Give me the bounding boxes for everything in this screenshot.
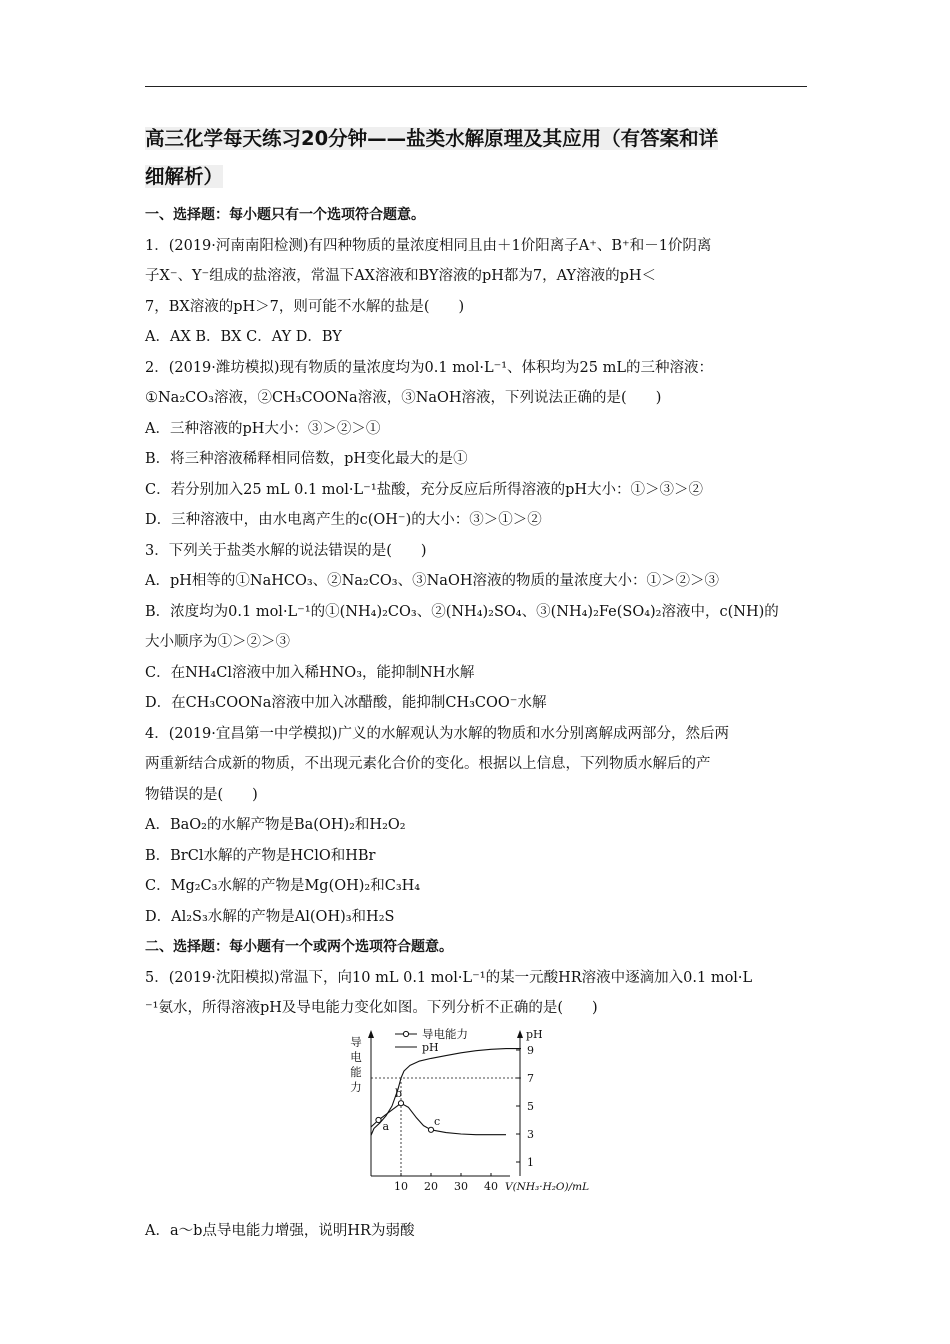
answer-option: C．Mg₂C₃水解的产物是Mg(OH)₂和C₃H₄ bbox=[145, 878, 421, 894]
right-axis-arrow bbox=[517, 1030, 523, 1038]
y-right-tick-label: 5 bbox=[527, 1099, 534, 1113]
title-line-2: 细解析） bbox=[145, 165, 224, 188]
left-axis-label-char: 力 bbox=[350, 1079, 362, 1094]
y-right-tick-label: 9 bbox=[527, 1043, 534, 1057]
x-tick-label: 10 bbox=[394, 1179, 408, 1193]
question-line: 子X⁻、Y⁻组成的盐溶液，常温下AX溶液和BY溶液的pH都为7，AY溶液的pH＜ bbox=[145, 268, 657, 284]
y-right-tick-label: 7 bbox=[527, 1071, 534, 1085]
question-line: 2．(2019·潍坊模拟)现有物质的量浓度均为0.1 mol·L⁻¹、体积均为25 mL的三种溶液： bbox=[145, 359, 713, 376]
left-axis-label-char: 能 bbox=[350, 1064, 362, 1079]
point-marker-b bbox=[398, 1100, 403, 1105]
answer-option: D．三种溶液中，由水电离产生的c(OH⁻)的大小：③＞①＞② bbox=[145, 512, 542, 528]
x-axis-label: V(NH₃·H₂O)/mL bbox=[505, 1180, 590, 1193]
section-heading-1: 一、选择题：每小题只有一个选项符合题意。 bbox=[145, 207, 425, 223]
titration-chart bbox=[345, 1026, 615, 1212]
question-line: 7，BX溶液的pH＞7，则可能不水解的盐是( ) bbox=[145, 298, 465, 315]
y-right-tick-label: 1 bbox=[527, 1155, 534, 1169]
answer-option: B．将三种溶液稀释相同倍数，pH变化最大的是① bbox=[145, 451, 468, 467]
answer-option: A．三种溶液的pH大小：③＞②＞① bbox=[145, 420, 381, 437]
header-rule bbox=[145, 86, 807, 87]
answer-option: A．a～b点导电能力增强，说明HR为弱酸 bbox=[145, 1222, 415, 1239]
left-axis-arrow bbox=[368, 1030, 374, 1038]
question-line: ①Na₂CO₃溶液，②CH₃COONa溶液，③NaOH溶液，下列说法正确的是( ) bbox=[145, 390, 662, 406]
point-marker-a bbox=[376, 1117, 381, 1122]
x-tick-label: 40 bbox=[484, 1179, 498, 1193]
document-title bbox=[145, 120, 807, 196]
point-label-a: a bbox=[382, 1119, 390, 1133]
legend-ph-label: pH bbox=[422, 1040, 439, 1054]
answer-option: A．BaO₂的水解产物是Ba(OH)₂和H₂O₂ bbox=[145, 817, 406, 833]
answer-option: D．在CH₃COONa溶液中加入冰醋酸，能抑制CH₃COO⁻水解 bbox=[145, 695, 547, 711]
legend-conductivity-label: 导电能力 bbox=[422, 1026, 468, 1041]
titration-chart-figure bbox=[145, 1026, 807, 1212]
left-axis-label-char: 导 bbox=[350, 1034, 362, 1049]
question-line: 两重新结合成新的物质，不出现元素化合价的变化。根据以上信息，下列物质水解后的产 bbox=[145, 756, 711, 772]
ph-series-line bbox=[371, 1048, 521, 1135]
answer-option: B．BrCl水解的产物是HClO和HBr bbox=[145, 847, 376, 864]
question-1 bbox=[145, 231, 807, 353]
question-line: 1．(2019·河南南阳检测)有四种物质的量浓度相同且由＋1价阳离子A⁺、B⁺和－1价阴离 bbox=[145, 237, 712, 254]
section-heading-2: 二、选择题：每小题有一个或两个选项符合题意。 bbox=[145, 939, 453, 955]
point-label-c: c bbox=[434, 1114, 441, 1128]
question-2 bbox=[145, 353, 807, 536]
answer-option: A．pH相等的①NaHCO₃、②Na₂CO₃、③NaOH溶液的物质的量浓度大小：①＞②＞③ bbox=[145, 573, 719, 589]
answer-option: D．Al₂S₃水解的产物是Al(OH)₃和H₂S bbox=[145, 908, 395, 925]
answer-option: C．在NH₄Cl溶液中加入稀HNO₃，能抑制NH水解 bbox=[145, 664, 475, 681]
question-5 bbox=[145, 963, 807, 1247]
answer-option: B．浓度均为0.1 mol·L⁻¹的①(NH₄)₂CO₃、②(NH₄)₂SO₄、③(NH₄)₂Fe(SO₄)₂溶液中，c(NH)的 bbox=[145, 603, 779, 620]
answer-option: C．若分别加入25 mL 0.1 mol·L⁻¹盐酸，充分反应后所得溶液的pH大小：①＞③＞② bbox=[145, 481, 704, 498]
left-axis-label-char: 电 bbox=[350, 1049, 362, 1064]
question-line: ⁻¹氨水，所得溶液pH及导电能力变化如图。下列分析不正确的是( ) bbox=[145, 1000, 598, 1016]
point-label-b: b bbox=[395, 1086, 403, 1100]
x-tick-label: 20 bbox=[424, 1179, 438, 1193]
y-right-tick-label: 3 bbox=[527, 1127, 534, 1141]
title-line-1: 高三化学每天练习20分钟——盐类水解原理及其应用（有答案和详 bbox=[145, 127, 719, 150]
question-line: 3．下列关于盐类水解的说法错误的是( ) bbox=[145, 542, 427, 559]
document-content bbox=[145, 120, 807, 1246]
question-3 bbox=[145, 536, 807, 719]
answer-options: A．AX B．BX C．AY D．BY bbox=[145, 329, 342, 345]
question-line: 4．(2019·宜昌第一中学模拟)广义的水解观认为水解的物质和水分别离解成两部分，然后两 bbox=[145, 725, 730, 742]
question-line: 5．(2019·沈阳模拟)常温下，向10 mL 0.1 mol·L⁻¹的某一元酸HR溶液中逐滴加入0.1 mol·L bbox=[145, 969, 753, 986]
right-axis-label: pH bbox=[526, 1027, 543, 1041]
answer-option: 大小顺序为①＞②＞③ bbox=[145, 634, 290, 650]
point-marker-c bbox=[428, 1127, 433, 1132]
question-4 bbox=[145, 719, 807, 933]
x-tick-label: 30 bbox=[454, 1179, 468, 1193]
question-line: 物错误的是( ) bbox=[145, 786, 258, 803]
legend-conductivity-marker bbox=[403, 1031, 408, 1036]
